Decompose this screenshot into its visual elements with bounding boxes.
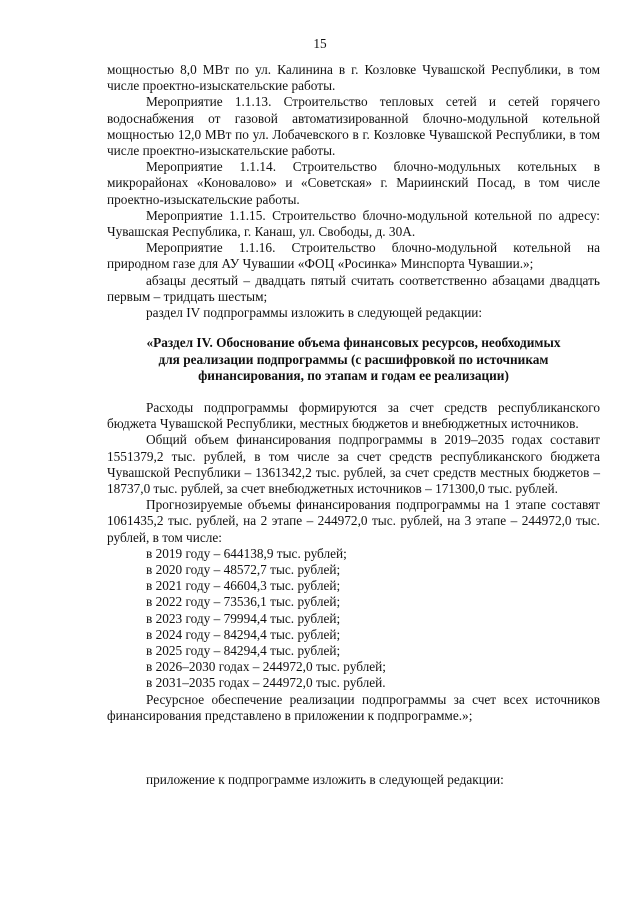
page-number: 15: [313, 36, 327, 51]
list-item: в 2031–2035 годах – 244972,0 тыс. рублей.: [146, 675, 386, 691]
section-heading-line: «Раздел IV. Обоснование объема финансовых ресурсов, необходимых: [146, 335, 561, 350]
section-heading: [107, 335, 600, 385]
paragraph: абзацы десятый – двадцать пятый считать соответственно абзацами двадцать первым – тридцать шестым;: [107, 272, 600, 304]
section-heading-line: для реализации подпрограммы (с расшифровкой по источникам: [158, 351, 549, 367]
paragraph: Расходы подпрограммы формируются за счет средств республиканского бюджета Чувашской Республики, местных бюджетов и внебюджетных источников.: [107, 400, 600, 432]
paragraph: мощностью 8,0 МВт по ул. Калинина в г. Козловке Чувашской Республики, в том числе проектно-изыскательские работы.: [107, 62, 600, 94]
body-text-block: [107, 400, 600, 724]
list-item: в 2026–2030 годах – 244972,0 тыс. рублей;: [146, 659, 386, 675]
paragraph: Мероприятие 1.1.13. Строительство тепловых сетей и сетей горячего водоснабжения от газовой автоматизированной блочно-модульной котельной мощностью 12,0 МВт по ул. Лобачевского в г. Козловке Чувашской Республики, в том числе проектно-изыскательские работы.: [107, 94, 600, 159]
paragraph: приложение к подпрограмме изложить в следующей редакции:: [146, 772, 504, 787]
final-text-block: [107, 772, 600, 788]
list-item: в 2025 году – 84294,4 тыс. рублей;: [146, 643, 341, 659]
top-text-block: [107, 62, 600, 321]
list-item: в 2022 году – 73536,1 тыс. рублей;: [146, 594, 341, 610]
paragraph: Общий объем финансирования подпрограммы в 2019–2035 годах составит 1551379,2 тыс. рублей, в том числе за счет средств республиканского бюджета Чувашской Республики – 1361342,2 тыс. рублей, за счет средств местных бюджетов – 18737,0 тыс. рублей, за счет внебюджетных источников – 171300,0 тыс. рублей.: [107, 432, 600, 497]
list-item: в 2020 году – 48572,7 тыс. рублей;: [146, 562, 341, 578]
paragraph: Прогнозируемые объемы финансирования подпрограммы на 1 этапе составят 1061435,2 тыс. рублей, на 2 этапе – 244972,0 тыс. рублей, на 3 этапе – 244972,0 тыс. рублей, в том числе:: [107, 497, 600, 545]
paragraph: Мероприятие 1.1.15. Строительство блочно-модульной котельной по адресу: Чувашская Республика, г. Канаш, ул. Свободы, д. 30А.: [107, 207, 600, 240]
paragraph: Мероприятие 1.1.16. Строительство блочно-модульной котельной на природном газе для АУ Чувашии «ФОЦ «Росинка» Минспорта Чувашии.»;: [107, 240, 600, 272]
paragraph: Ресурсное обеспечение реализации подпрограммы за счет всех источников финансирования представлено в приложении к подпрограмме.»;: [107, 691, 600, 723]
paragraph: Мероприятие 1.1.14. Строительство блочно-модульных котельных в микрорайонах «Коновалово» и «Советская» г. Мариинский Посад, в том числе проектно-изыскательские работы.: [107, 159, 600, 207]
list-item: в 2023 году – 79994,4 тыс. рублей;: [146, 610, 341, 626]
list-item: в 2021 году – 46604,3 тыс. рублей;: [146, 578, 341, 594]
section-heading-line: финансирования, по этапам и годам ее реализации): [198, 368, 509, 383]
paragraph: раздел IV подпрограммы изложить в следующей редакции:: [146, 305, 483, 321]
list-item: в 2024 году – 84294,4 тыс. рублей;: [146, 626, 341, 642]
list-item: в 2019 году – 644138,9 тыс. рублей;: [146, 545, 347, 561]
